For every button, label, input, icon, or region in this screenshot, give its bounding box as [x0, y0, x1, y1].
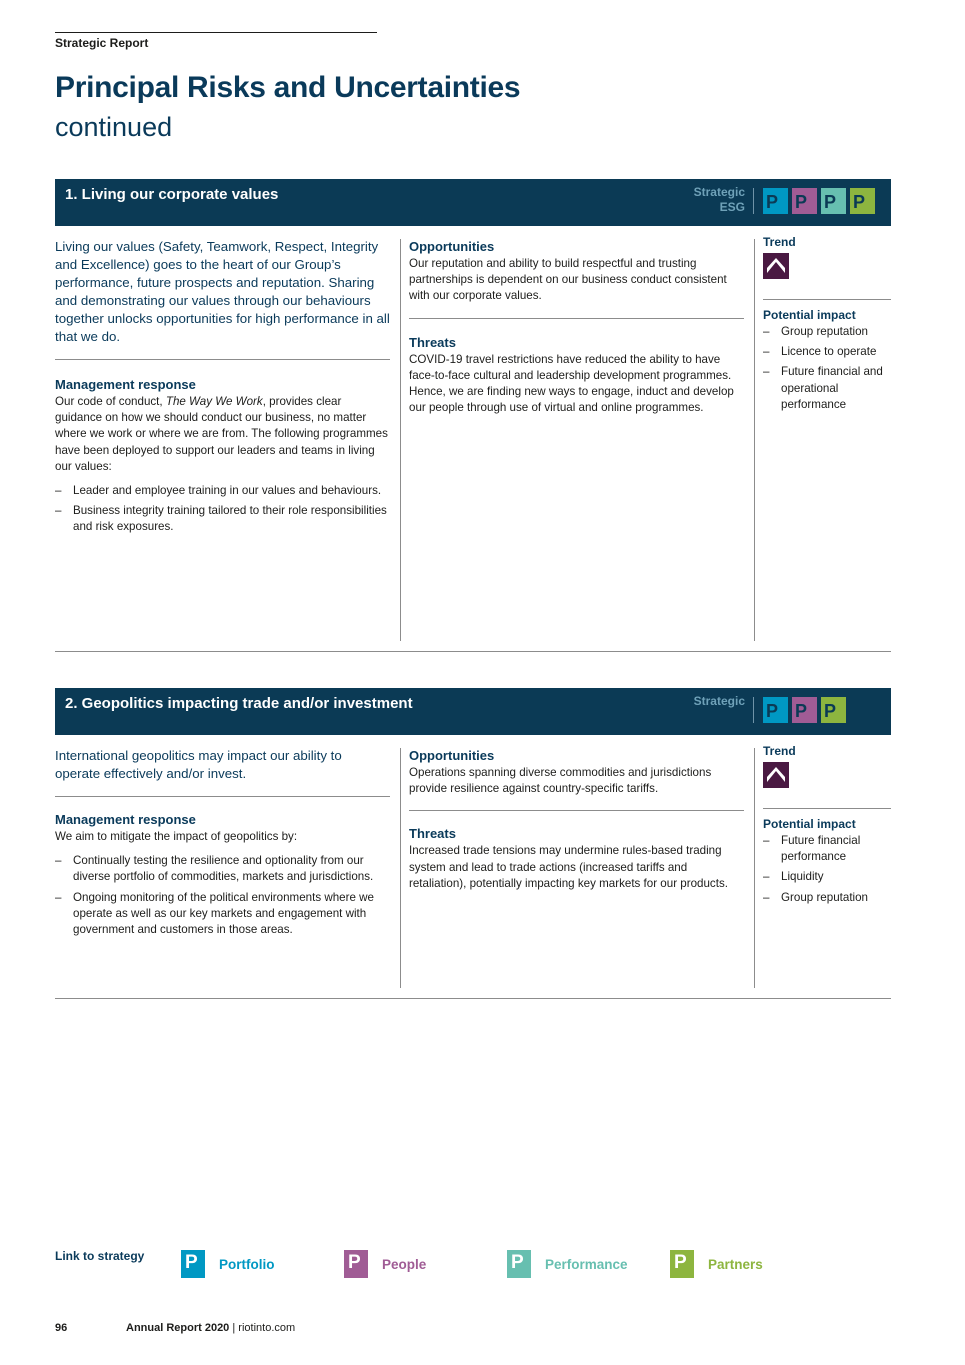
- risk-description: International geopolitics may impact our ability to operate effectively and/or invest.: [55, 748, 342, 781]
- divider: [409, 810, 744, 811]
- list-item: – Group reputation: [763, 324, 891, 340]
- list-item: – Group reputation: [763, 890, 891, 906]
- column-divider: [400, 748, 401, 988]
- section-bottom-rule: [55, 998, 891, 999]
- divider: [763, 808, 891, 809]
- tag-divider: [753, 697, 754, 723]
- footer-separator: |: [232, 1322, 236, 1334]
- list-item: – Continually testing the resilience and optionality from our diverse portfolio of commodities, markets and jurisdictions.: [55, 853, 390, 885]
- risk-block-1: [55, 179, 891, 534]
- performance-p-icon: P: [507, 1250, 531, 1278]
- trend-heading: Trend: [763, 235, 796, 249]
- strategy-links: [763, 697, 846, 723]
- column-divider: [400, 239, 401, 641]
- impact-list: [763, 324, 891, 413]
- portfolio-p-icon: P: [763, 188, 788, 214]
- list-item: – Future financial and operational performance: [763, 364, 891, 413]
- strategy-links: [763, 188, 875, 214]
- trend-up-icon: [763, 253, 789, 279]
- strategy-legend: [55, 1247, 891, 1287]
- page-title: Principal Risks and Uncertainties: [55, 71, 521, 104]
- list-item: – Leader and employee training in our values and behaviours.: [55, 483, 390, 499]
- top-rule: [55, 32, 377, 33]
- page-subtitle: continued: [55, 112, 173, 142]
- impact-list: [763, 833, 891, 906]
- divider: [55, 796, 390, 797]
- code-of-conduct-title: The Way We Work: [165, 395, 263, 408]
- opportunities-heading: Opportunities: [409, 239, 495, 254]
- risk-header: [55, 688, 891, 735]
- potential-impact-heading: Potential impact: [763, 817, 856, 831]
- legend-label: People: [382, 1257, 427, 1272]
- opportunities-threats-column: [409, 239, 744, 416]
- management-bullets: [55, 483, 390, 536]
- list-item: – Ongoing monitoring of the political environments where we operate as well as our key markets and engagement with government and customers in those areas.: [55, 890, 390, 939]
- page-number: 96: [55, 1322, 68, 1334]
- risk-description: Living our values (Safety, Teamwork, Respect, Integrity and Excellence) goes to the heart of our Group’s performance, future prospects and reputation. Sharing and demonstrating our values through our behaviours together unlocks opportunities for high performance in all that we do.: [55, 239, 390, 344]
- partners-p-icon: P: [821, 697, 846, 723]
- tag-esg: ESG: [719, 200, 745, 214]
- trend-impact-column: [763, 744, 891, 910]
- opportunities-text: Operations spanning diverse commodities and jurisdictions provide resilience against country-specific tariffs.: [409, 766, 712, 796]
- section-label: Strategic Report: [55, 36, 149, 50]
- column-divider: [754, 239, 755, 641]
- tag-divider: [753, 188, 754, 214]
- people-p-icon: P: [344, 1250, 368, 1278]
- risk-block-2: [55, 688, 891, 937]
- legend-label: Portfolio: [219, 1257, 275, 1272]
- risk-header: [55, 179, 891, 226]
- risk-title: 2. Geopolitics impacting trade and/or investment: [65, 695, 413, 712]
- report-name: Annual Report 2020: [126, 1322, 230, 1334]
- management-response-text: [55, 394, 390, 475]
- divider: [409, 318, 744, 319]
- divider: [763, 299, 891, 300]
- threats-heading: Threats: [409, 334, 456, 350]
- tag-strategic: Strategic: [693, 185, 745, 199]
- list-item: – Licence to operate: [763, 344, 891, 360]
- people-p-icon: P: [792, 188, 817, 214]
- portfolio-p-icon: P: [763, 697, 788, 723]
- partners-p-icon: P: [670, 1250, 694, 1278]
- opportunities-heading: Opportunities: [409, 748, 495, 763]
- risk-description-column: [55, 238, 390, 540]
- risk-title: 1. Living our corporate values: [65, 186, 279, 203]
- threats-text: COVID-19 travel restrictions have reduced the ability to have face-to-face cultural and leadership development programmes. Hence, we are finding new ways to engage, induct and develop our people through use of virtual and online programmes.: [409, 352, 734, 415]
- risk-description-column: [55, 747, 390, 942]
- section-bottom-rule: [55, 651, 891, 652]
- risk-category-tags: [694, 185, 745, 215]
- footer-report: [126, 1322, 295, 1334]
- legend-label: Partners: [708, 1257, 763, 1272]
- legend-label: Performance: [545, 1257, 628, 1272]
- opportunities-threats-column: [409, 748, 744, 892]
- website-link[interactable]: riotinto.com: [238, 1322, 296, 1334]
- people-p-icon: P: [792, 697, 817, 723]
- column-divider: [754, 748, 755, 988]
- management-response-heading: Management response: [55, 812, 196, 827]
- opportunities-text: Our reputation and ability to build respectful and trusting partnerships is dependent on our business conduct consistent with our corporate values.: [409, 257, 727, 303]
- management-response-text: We aim to mitigate the impact of geopolitics by:: [55, 830, 298, 843]
- trend-impact-column: [763, 235, 891, 417]
- partners-p-icon: P: [850, 188, 875, 214]
- list-item: – Business integrity training tailored to their role responsibilities and risk exposures.: [55, 503, 390, 535]
- threats-text: Increased trade tensions may undermine rules-based trading system and lead to trade actions (increased tariffs and retaliation), potentially impacting key markets for our products.: [409, 844, 728, 890]
- management-text-part: , provides clear guidance on how we should conduct our business, no matter where we work or where we are from. The following programmes have been deployed to support our leaders and teams in living our values:: [55, 395, 388, 473]
- list-item: – Future financial performance: [763, 833, 891, 865]
- trend-up-icon: [763, 762, 789, 788]
- trend-heading: Trend: [763, 744, 796, 758]
- management-response-heading: Management response: [55, 377, 196, 392]
- management-bullets: [55, 853, 390, 938]
- management-text-part: Our code of conduct,: [55, 395, 166, 408]
- divider: [55, 359, 390, 360]
- tag-strategic: Strategic: [693, 694, 745, 708]
- performance-p-icon: P: [821, 188, 846, 214]
- risk-category-tags: [694, 694, 745, 709]
- potential-impact-heading: Potential impact: [763, 308, 856, 322]
- legend-title: Link to strategy: [55, 1249, 145, 1263]
- threats-heading: Threats: [409, 826, 456, 842]
- portfolio-p-icon: P: [181, 1250, 205, 1278]
- list-item: – Liquidity: [763, 869, 891, 885]
